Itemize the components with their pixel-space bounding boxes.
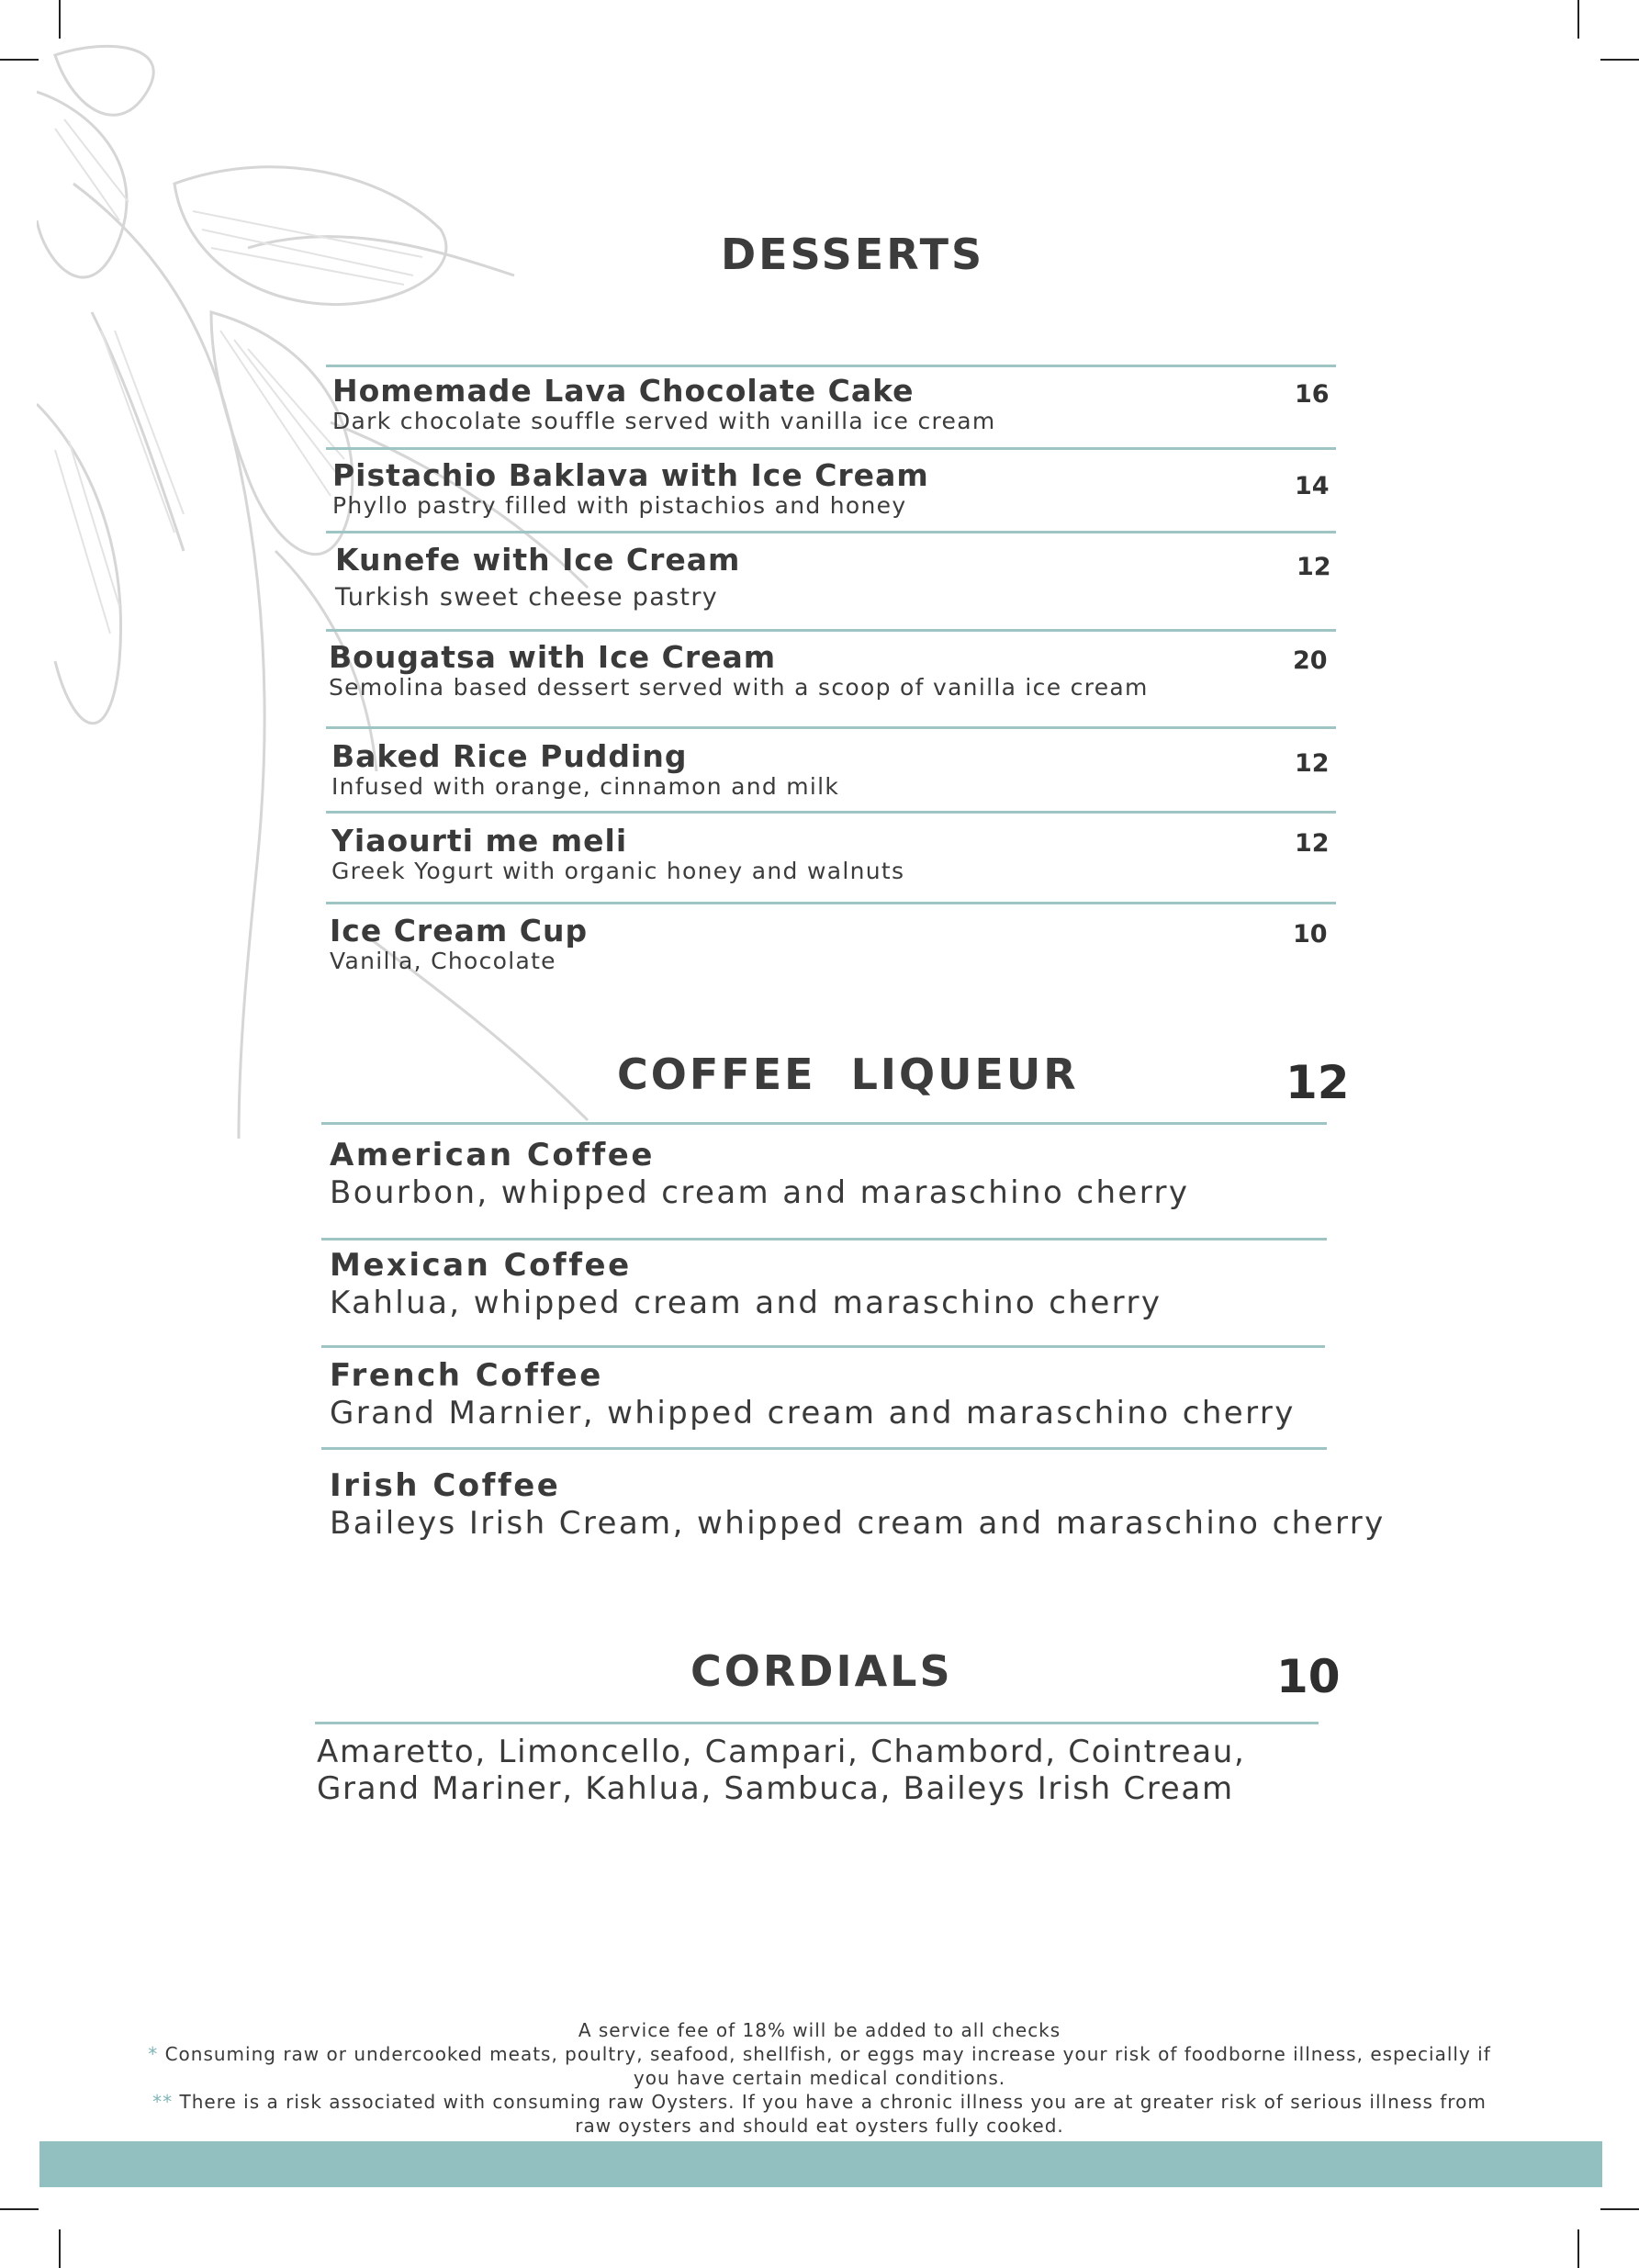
coffee-desc: Kahlua, whipped cream and maraschino cherry — [330, 1285, 1162, 1321]
coffee-liqueur-price: 12 — [1285, 1056, 1350, 1109]
coffee-liqueur-title: COFFEE LIQUEUR — [617, 1050, 1079, 1099]
crop-mark — [0, 59, 39, 61]
oyster-note — [147, 2090, 1492, 2138]
crop-mark — [59, 2229, 61, 2268]
dessert-desc: Greek Yogurt with organic honey and walnuts — [331, 858, 905, 884]
dessert-price: 12 — [1295, 749, 1330, 778]
divider — [326, 902, 1336, 904]
asterisk-marker: * — [148, 2043, 159, 2065]
dessert-name: Bougatsa with Ice Cream — [329, 639, 777, 675]
coffee-name: Irish Coffee — [330, 1467, 561, 1504]
divider — [326, 629, 1336, 632]
coffee-desc: Bourbon, whipped cream and maraschino cherry — [330, 1174, 1190, 1211]
coffee-desc: Baileys Irish Cream, whipped cream and maraschino cherry — [330, 1505, 1386, 1542]
coffee-desc: Grand Marnier, whipped cream and maraschino cherry — [330, 1395, 1296, 1432]
crop-mark — [1600, 2208, 1639, 2210]
cordials-price: 10 — [1276, 1650, 1341, 1703]
divider — [315, 1722, 1319, 1724]
dessert-item — [331, 740, 839, 801]
dessert-item — [332, 375, 996, 435]
coffee-item — [330, 1137, 1189, 1212]
coffee-name: Mexican Coffee — [330, 1247, 632, 1284]
dessert-desc: Phyllo pastry filled with pistachios and honey — [332, 492, 907, 519]
footer-notes — [147, 2018, 1492, 2138]
foodborne-illness-text: Consuming raw or undercooked meats, poultry, seafood, shellfish, or eggs may increase your risk of foodborne illness, especially if you have certain medical conditions. — [164, 2043, 1491, 2089]
divider — [321, 1447, 1327, 1450]
crop-mark — [1577, 2229, 1579, 2268]
dessert-item — [331, 825, 904, 885]
cordials-list: Amaretto, Limoncello, Campari, Chambord, Cointreau, Grand Mariner, Kahlua, Sambuca, Baileys Irish Cream — [317, 1734, 1246, 1807]
coffee-name: French Coffee — [330, 1357, 603, 1394]
divider — [326, 365, 1336, 367]
coffee-name: American Coffee — [330, 1137, 655, 1173]
dessert-name: Yiaourti me meli — [331, 823, 628, 859]
dessert-price: 12 — [1297, 553, 1331, 581]
foodborne-illness-note — [147, 2042, 1492, 2090]
divider — [321, 1238, 1327, 1241]
dessert-price: 20 — [1293, 646, 1328, 675]
dessert-price: 16 — [1295, 380, 1330, 409]
cordials-title: CORDIALS — [690, 1646, 953, 1696]
dessert-item — [335, 544, 740, 612]
crop-mark — [1600, 59, 1639, 61]
dessert-name: Homemade Lava Chocolate Cake — [332, 373, 915, 409]
dessert-price: 10 — [1293, 920, 1328, 949]
dessert-desc: Turkish sweet cheese pastry — [335, 583, 719, 612]
divider — [326, 726, 1336, 729]
dessert-desc: Dark chocolate souffle served with vanilla ice cream — [332, 408, 996, 434]
crop-mark — [0, 2208, 39, 2210]
dessert-price: 14 — [1295, 472, 1330, 500]
crop-mark — [59, 0, 61, 39]
dessert-desc: Vanilla, Chocolate — [330, 948, 556, 974]
coffee-item — [330, 1467, 1386, 1543]
dessert-desc: Semolina based dessert served with a scoop of vanilla ice cream — [329, 674, 1149, 701]
divider — [326, 811, 1336, 814]
service-fee-note: A service fee of 18% will be added to all checks — [578, 2019, 1061, 2041]
dessert-name: Pistachio Baklava with Ice Cream — [332, 457, 929, 493]
dessert-price: 12 — [1295, 829, 1330, 858]
dessert-name: Ice Cream Cup — [330, 913, 589, 949]
dessert-desc: Infused with orange, cinnamon and milk — [331, 773, 840, 800]
divider — [326, 447, 1336, 450]
dessert-name: Baked Rice Pudding — [331, 738, 688, 774]
dessert-item — [330, 915, 588, 975]
footer-band — [39, 2141, 1602, 2187]
coffee-item — [330, 1357, 1296, 1432]
divider — [321, 1122, 1327, 1125]
asterisk-marker: ** — [152, 2091, 174, 2113]
dessert-name: Kunefe with Ice Cream — [335, 542, 741, 578]
divider — [321, 1345, 1325, 1348]
coffee-item — [330, 1247, 1162, 1322]
desserts-title: DESSERTS — [721, 230, 985, 279]
oyster-text: There is a risk associated with consuming raw Oysters. If you have a chronic illness you are at greater risk of serious illness from raw oysters and should eat oysters fully cooked. — [179, 2091, 1487, 2137]
dessert-item — [332, 459, 929, 520]
dessert-item — [329, 641, 1149, 702]
divider — [326, 531, 1336, 533]
crop-mark — [1577, 0, 1579, 39]
